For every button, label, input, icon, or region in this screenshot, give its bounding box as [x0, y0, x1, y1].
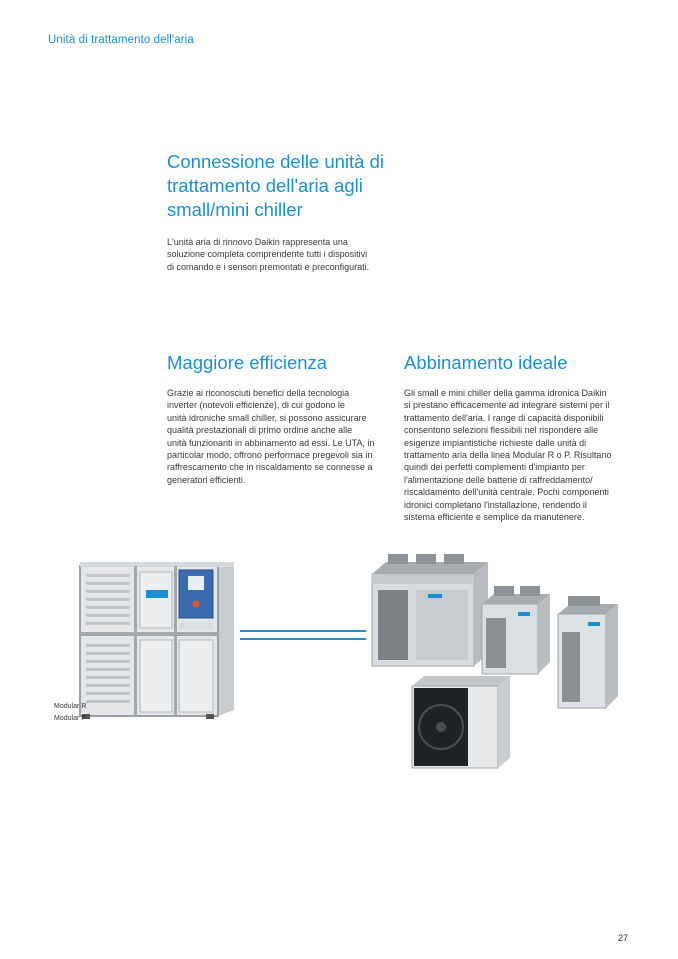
page-title-line: Connessione delle unità di [167, 151, 385, 172]
right-column-paragraph [404, 387, 636, 523]
right-line: quindi dei perfetti complementi d'impianto per [404, 462, 585, 473]
left-line: Grazie ai riconosciuti benefici della tecnologia [167, 388, 350, 398]
right-line: consentono selezioni flessibili nel rispondere alle [404, 425, 599, 436]
page-title [167, 150, 427, 222]
left-line: qualità prestazionali di primo ordine anche alle [167, 425, 353, 436]
left-line: particolar modo, offrono performace pregevoli sia in [167, 450, 373, 461]
model-labels [54, 701, 86, 725]
intro-line: L'unità aria di rinnovo Daikin rappresenta una [167, 237, 348, 247]
right-line: Gli small e mini chiller della gamma idronica Daikin [404, 388, 607, 398]
page-title-line: small/mini chiller [167, 199, 303, 220]
right-line: trattamento aria della linea Modular R o P. Risultano [404, 450, 612, 461]
chiller-units-illustration [368, 548, 640, 773]
left-line: unità funzionanti in abbinamento ad essi. Le UTA, in [167, 437, 375, 448]
intro-line: di comando e i sensori premontati e preconfigurati. [167, 261, 370, 272]
intro-line: soluzione completa comprendente tutti i dispositivi [167, 249, 368, 260]
left-line: raffrescamento che in riscaldamento se connesse a [167, 462, 373, 473]
right-line: l'alimentazione delle batterie di raffreddamento/ [404, 474, 593, 485]
page-title-line: trattamento dell'aria agli [167, 175, 363, 196]
page-number: 27 [618, 933, 629, 943]
right-line: sistema efficiente e semplice da manutenere. [404, 512, 585, 523]
right-line: esigenze impiantistiche richieste dalle unità di [404, 437, 587, 448]
intro-paragraph [167, 236, 402, 273]
pipe-connector-lines [240, 629, 366, 641]
left-line: generatori efficienti. [167, 474, 246, 485]
model-p-label: Modular P [54, 715, 86, 722]
left-column-paragraph [167, 387, 397, 486]
right-line: riscaldamento dell'unità centrale. Pochi componenti [404, 487, 609, 498]
model-r-label: Modular R [54, 703, 87, 710]
right-line: trattamento dell'aria. I range di capacità disponibili [404, 412, 604, 423]
right-line: idronici completano l'installazione, rendendo il [404, 499, 587, 510]
section-header: Unità di trattamento dell'aria [48, 34, 194, 46]
right-column-heading: Abbinamento ideale [404, 352, 568, 373]
air-handling-unit-illustration [78, 560, 236, 720]
right-line: si prestano efficacemente ad integrare sistemi per il [404, 400, 610, 411]
left-column-heading: Maggiore efficienza [167, 352, 328, 373]
left-line: inverter (notevoli efficienze), di cui godono le [167, 400, 345, 411]
left-line: unità idroniche small chiller, si possono assicurare [167, 412, 367, 423]
